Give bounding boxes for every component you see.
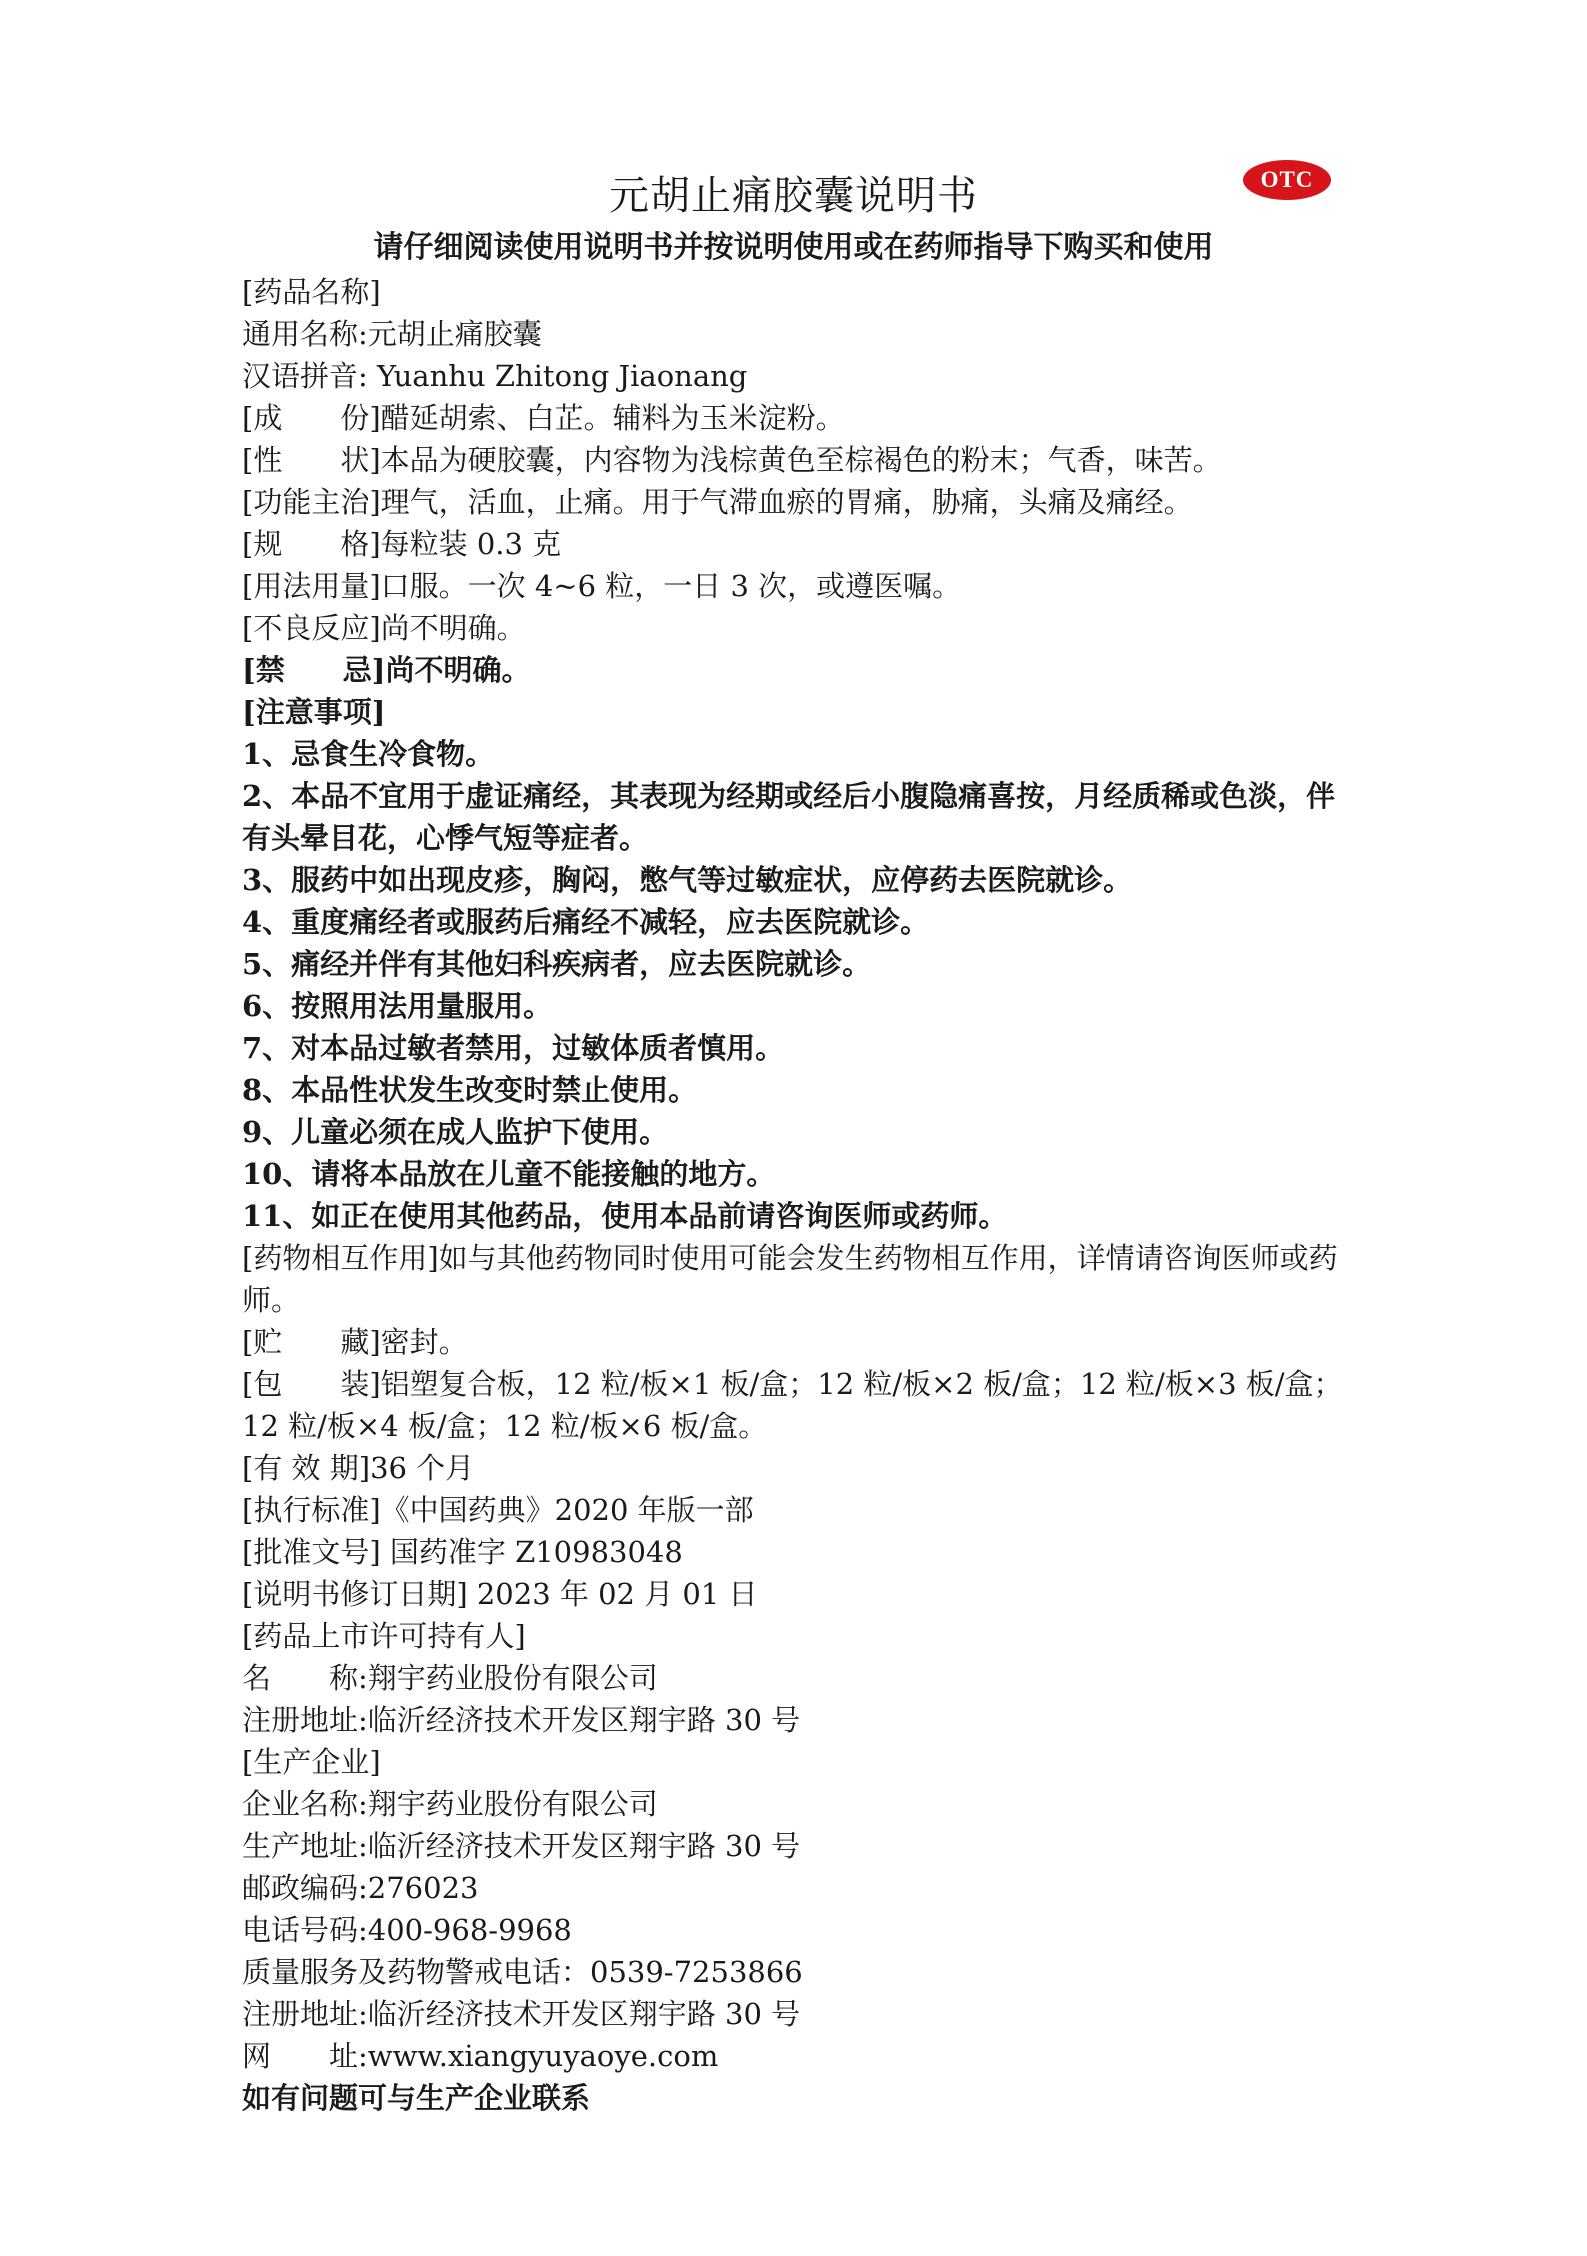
packaging: [包 装]铝塑复合板，12 粒/板×1 板/盒；12 粒/板×2 板/盒；12 粒/板×3 板/盒；12 粒/板×4 板/盒；12 粒/板×6 板/盒。 [242,1367,1343,1443]
precaution-item: 11、如正在使用其他药品，使用本品前请咨询医师或药师。 [242,1199,1008,1233]
mah-registered-address: 注册地址:临沂经济技术开发区翔宇路 30 号 [242,1703,801,1737]
precaution-item: 2、本品不宜用于虚证痛经，其表现为经期或经后小腹隐痛喜按，月经质稀或色淡，伴有头晕目花，心悸气短等症者。 [242,779,1336,855]
production-address: 生产地址:临沂经济技术开发区翔宇路 30 号 [242,1829,801,1863]
manufacturer-name: 企业名称:翔宇药业股份有限公司 [242,1787,658,1821]
precaution-item: 4、重度痛经者或服药后痛经不减轻，应去医院就诊。 [242,905,930,939]
precaution-item: 10、请将本品放在儿童不能接触的地方。 [242,1157,776,1191]
document-title: 元胡止痛胶囊说明书 [609,173,978,219]
registered-address: 注册地址:临沂经济技术开发区翔宇路 30 号 [242,1997,801,2031]
otc-badge-label: OTC [1260,167,1314,192]
manufacturer-heading: [生产企业] [242,1745,381,1779]
document-subtitle: 请仔细阅读使用说明书并按说明使用或在药师指导下购买和使用 [373,230,1214,265]
precaution-item: 6、按照用法用量服用。 [242,989,553,1023]
mah-name: 名 称:翔宇药业股份有限公司 [242,1661,658,1695]
description: [性 状]本品为硬胶囊，内容物为浅棕黄色至棕褐色的粉末；气香，味苦。 [242,443,1222,477]
section-drug-name-heading: [药品名称] [242,275,381,309]
precaution-item: 7、对本品过敏者禁用，过敏体质者慎用。 [242,1031,785,1065]
pharmacovigilance-phone: 质量服务及药物警戒电话：0539-7253866 [242,1955,803,1989]
precaution-item: 5、痛经并伴有其他妇科疾病者，应去医院就诊。 [242,947,872,981]
mah-heading: [药品上市许可持有人] [242,1619,526,1653]
contact-note: 如有问题可与生产企业联系 [242,2081,591,2115]
website: 网 址:www.xiangyuyaoye.com [242,2039,719,2073]
document-body [242,271,1362,2119]
specification: [规 格]每粒装 0.3 克 [242,527,562,561]
drug-interactions: [药物相互作用]如与其他药物同时使用可能会发生药物相互作用，详情请咨询医师或药师。 [242,1241,1338,1317]
adverse-reactions: [不良反应]尚不明确。 [242,611,526,645]
shelf-life: [有 效 期]36 个月 [242,1451,475,1485]
postal-code: 邮政编码:276023 [242,1871,479,1905]
standard: [执行标准]《中国药典》2020 年版一部 [242,1493,754,1527]
precaution-item: 9、儿童必须在成人监护下使用。 [242,1115,669,1149]
precaution-item: 3、服药中如出现皮疹，胸闷，憋气等过敏症状，应停药去医院就诊。 [242,863,1133,897]
pinyin-name: 汉语拼音: Yuanhu Zhitong Jiaonang [242,359,748,393]
ingredients: [成 份]醋延胡索、白芷。辅料为玉米淀粉。 [242,401,845,435]
dosage: [用法用量]口服。一次 4~6 粒，一日 3 次，或遵医嘱。 [242,569,962,603]
phone-number: 电话号码:400-968-9968 [242,1913,572,1947]
approval-number: [批准文号] 国药准字 Z10983048 [242,1535,683,1569]
revision-date: [说明书修订日期] 2023 年 02 月 01 日 [242,1577,758,1611]
precaution-item: 1、忌食生冷食物。 [242,737,495,771]
generic-name: 通用名称:元胡止痛胶囊 [242,317,542,351]
contraindications: [禁 忌]尚不明确。 [242,653,531,687]
storage: [贮 藏]密封。 [242,1325,468,1359]
indications: [功能主治]理气，活血，止痛。用于气滞血瘀的胃痛，胁痛，头痛及痛经。 [242,485,1193,519]
otc-badge [1243,160,1331,200]
precautions-heading: [注意事项] [242,695,386,729]
precaution-item: 8、本品性状发生改变时禁止使用。 [242,1073,698,1107]
